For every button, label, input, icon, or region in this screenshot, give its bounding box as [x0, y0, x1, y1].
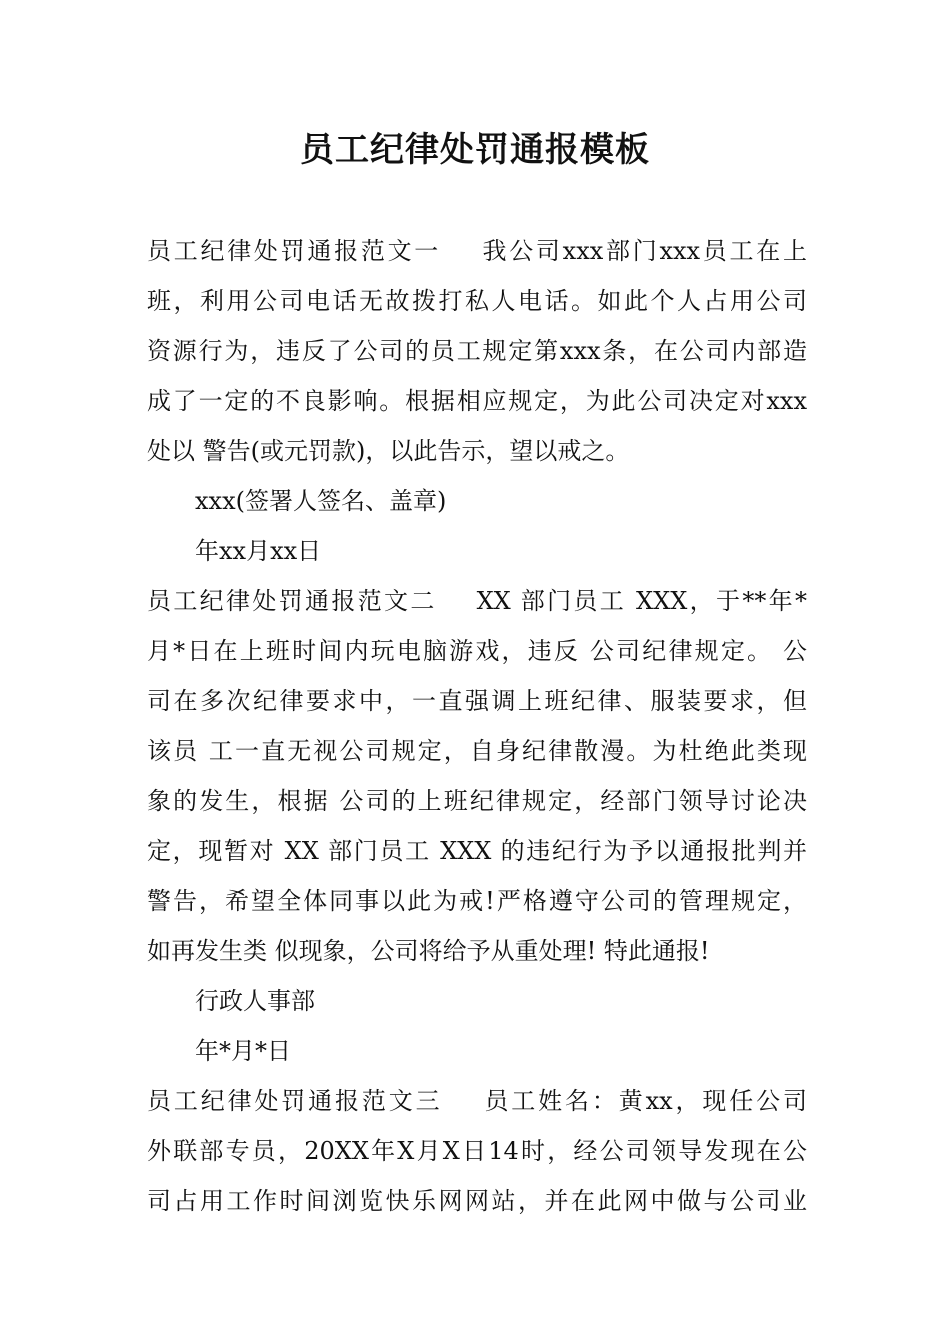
text-line: 年*月*日: [195, 1037, 291, 1065]
text-line: 员工纪律处罚通报范文三 员工姓名：黄xx，现任公司: [147, 1087, 807, 1115]
text-line: 员工纪律处罚通报范文一 我公司xxx部门xxx员工在上: [147, 237, 807, 265]
text-line: 司在多次纪律要求中，一直强调上班纪律、服装要求，但: [147, 687, 807, 715]
text-line: 员工纪律处罚通报范文二 XX 部门员工 XXX，于**年*: [147, 587, 807, 615]
text-line: 如再发生类 似现象，公司将给予从重处理! 特此通报!: [147, 937, 710, 965]
text-line: xxx(签署人签名、盖章): [195, 487, 447, 515]
text-line: 月*日在上班时间内玩电脑游戏，违反 公司纪律规定。 公: [147, 637, 807, 665]
text-line: 警告，希望全体同事以此为戒!严格遵守公司的管理规定，: [147, 887, 807, 915]
text-line: 行政人事部: [195, 987, 315, 1015]
text-line: 资源行为，违反了公司的员工规定第xxx条，在公司内部造: [147, 337, 807, 365]
text-line: 象的发生，根据 公司的上班纪律规定，经部门领导讨论决: [147, 787, 807, 815]
text-line: 外联部专员，20XX年X月X日14时，经公司领导发现在公: [147, 1137, 807, 1165]
text-line: 成了一定的不良影响。根据相应规定，为此公司决定对xxx: [147, 387, 807, 415]
document-title: 员工纪律处罚通报模板: [300, 130, 650, 170]
text-line: 司占用工作时间浏览快乐网网站，并在此网中做与公司业: [147, 1187, 807, 1215]
text-line: 班，利用公司电话无故拨打私人电话。如此个人占用公司: [147, 287, 807, 315]
text-line: 定，现暂对 XX 部门员工 XXX 的违纪行为予以通报批判并: [147, 837, 807, 865]
text-line: 年xx月xx日: [195, 537, 322, 565]
document-body: [147, 226, 807, 1226]
text-line: 处以 警告(或元罚款)，以此告示，望以戒之。: [147, 437, 630, 465]
text-line: 该员 工一直无视公司规定，自身纪律散漫。为杜绝此类现: [147, 737, 807, 765]
